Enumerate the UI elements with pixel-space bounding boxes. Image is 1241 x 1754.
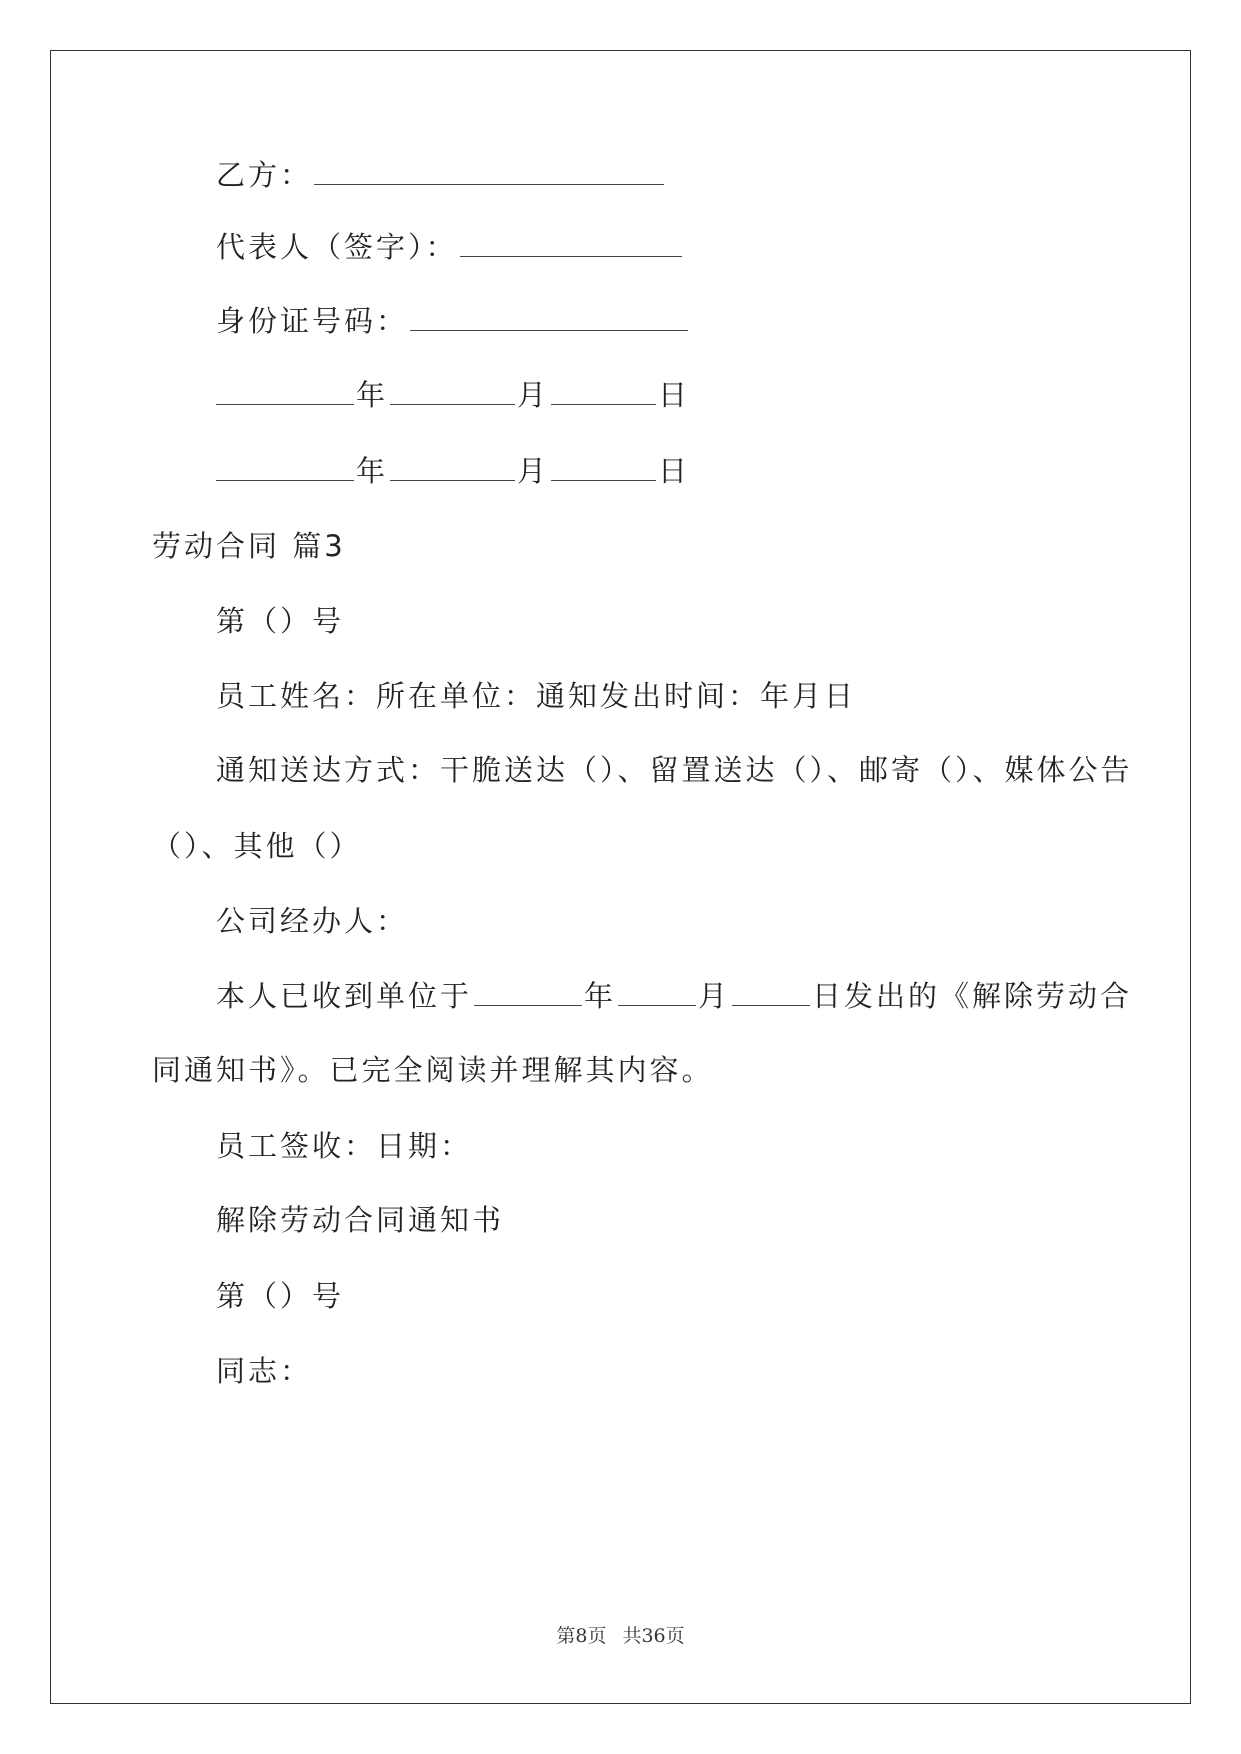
month-blank xyxy=(390,454,515,481)
year-blank xyxy=(216,454,354,481)
day-label: 日 xyxy=(658,454,691,488)
party-b-blank xyxy=(314,158,664,185)
day-blank xyxy=(551,378,656,405)
date-line-2 xyxy=(216,453,690,489)
receipt-month-blank xyxy=(618,979,696,1006)
year-blank xyxy=(216,378,354,405)
notice-title: 解除劳动合同通知书 xyxy=(216,1203,505,1237)
id-number-line xyxy=(216,303,690,339)
day-label: 日 xyxy=(658,378,691,412)
section-heading: 劳动合同 篇3 xyxy=(152,529,346,563)
receipt-line-2: 同通知书》。已完全阅读并理解其内容。 xyxy=(152,1053,714,1087)
notice-number: 第（）号 xyxy=(216,604,345,638)
receipt-year-blank xyxy=(474,979,582,1006)
employee-info: 员工姓名：所在单位：通知发出时间：年月日 xyxy=(216,679,857,713)
company-handler: 公司经办人： xyxy=(216,904,409,938)
representative-blank xyxy=(460,230,682,257)
delivery-method-line-2: （）、其他（） xyxy=(152,829,362,863)
month-label: 月 xyxy=(517,378,550,412)
delivery-method-line-1: 通知送达方式：干脆送达（）、留置送达（）、邮寄（）、媒体公告 xyxy=(216,753,1133,787)
day-blank xyxy=(551,454,656,481)
page-footer xyxy=(0,1621,1241,1648)
month-blank xyxy=(390,378,515,405)
receipt-day-blank xyxy=(732,979,810,1006)
month-label: 月 xyxy=(517,454,550,488)
salutation: 同志： xyxy=(216,1354,313,1388)
receipt-text-start: 本人已收到单位于 xyxy=(216,979,473,1013)
receipt-line-1 xyxy=(216,978,1132,1014)
representative-label: 代表人（签字）： xyxy=(216,230,458,264)
party-b-label: 乙方： xyxy=(216,158,313,192)
id-number-blank xyxy=(410,304,688,331)
page-border xyxy=(50,50,1191,1704)
date-line-1 xyxy=(216,377,690,413)
receipt-year-label: 年 xyxy=(584,979,617,1013)
representative-line xyxy=(216,229,684,265)
year-label: 年 xyxy=(356,454,389,488)
page-total: 共36页 xyxy=(622,1625,685,1647)
receipt-month-label: 月 xyxy=(698,979,731,1013)
employee-sign: 员工签收：日期： xyxy=(216,1129,473,1163)
notice-number-2: 第（）号 xyxy=(216,1279,345,1313)
year-label: 年 xyxy=(356,378,389,412)
page-number: 第8页 xyxy=(556,1625,607,1647)
receipt-text-end: 日发出的《解除劳动合 xyxy=(812,979,1133,1013)
id-number-label: 身份证号码： xyxy=(216,304,409,338)
party-b-line xyxy=(216,157,666,193)
